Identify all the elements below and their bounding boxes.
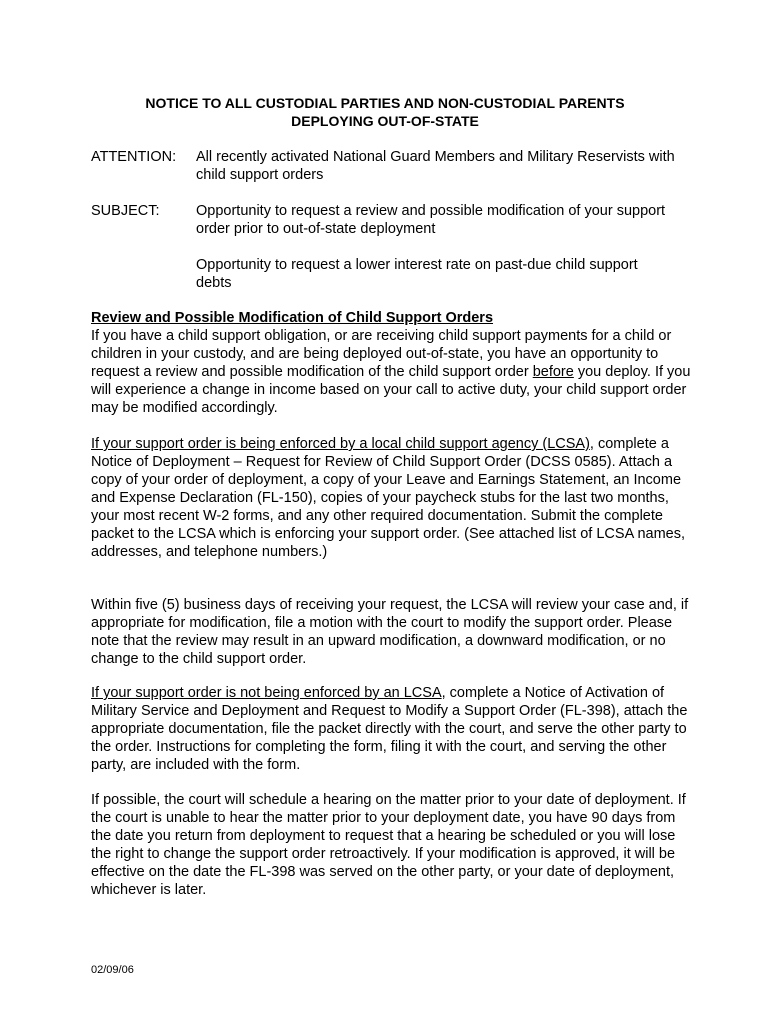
paragraph-3: Within five (5) business days of receiving your request, the LCSA will review your case and, if appropriate for modification, file a motion with the court to modify the support order. Please note that the review may result in an upward modification, a downward modification, or no change to the child support order. — [91, 597, 689, 667]
paragraph-2-text: , complete a Notice of Deployment – Request for Review of Child Support Order (DCSS 0585). Attach a copy of your order of deployment, a copy of your Leave and Earnings Statement, an Income and Expense Declaration (FL-150), copies of your paycheck stubs for the last two months, your most recent W-2 forms, and any other required documentation. Submit the complete packet to the LCSA which is enforcing your support order. (See attached list of LCSA names, addresses, and telephone numbers.) — [91, 436, 686, 560]
title-line-2: DEPLOYING OUT-OF-STATE — [291, 113, 479, 129]
subject-text-2: Opportunity to request a lower interest rate on past-due child support debts — [196, 257, 638, 291]
title-line-1: NOTICE TO ALL CUSTODIAL PARTIES AND NON-CUSTODIAL PARENTS — [145, 95, 625, 111]
paragraph-1-before: before — [532, 364, 574, 380]
footer-date: 02/09/06 — [91, 964, 134, 976]
paragraph-1-text-b: you deploy. If you will experience a change in income based on your call to active duty, your child support order may be modified accordingly. — [91, 364, 691, 416]
paragraph-1-text-a: If you have a child support obligation, or are receiving child support payments for a child or children in your custody, and are being deployed out-of-state, you have an opportunity to request a review and possible modification of the child support order — [91, 328, 672, 380]
section-heading: Review and Possible Modification of Child Support Orders — [91, 310, 494, 326]
paragraph-4-condition: If your support order is not being enforced by an LCSA — [91, 685, 442, 701]
paragraph-4-text: , complete a Notice of Activation of Military Service and Deployment and Request to Modify a Support Order (FL-398), attach the appropriate documentation, file the packet directly with the court, and serve the other party to the order. Instructions for completing the form, filing it with the court, and serving the other party, are included with the form. — [91, 685, 688, 773]
paragraph-2-condition: If your support order is being enforced by a local child support agency (LCSA) — [91, 436, 590, 452]
paragraph-2 — [91, 435, 691, 561]
paragraph-5: If possible, the court will schedule a hearing on the matter prior to your date of deployment. If the court is unable to hear the matter prior to your deployment date, you have 90 days from the date you return from deployment to request that a hearing be scheduled or you will lose the right to change the support order retroactively. If your modification is approved, it will be effective on the date the FL-398 was served on the other party, or your date of deployment, whichever is later. — [91, 792, 686, 898]
subject-label: SUBJECT: — [91, 203, 160, 219]
attention-text: All recently activated National Guard Members and Military Reservists with child support orders — [196, 149, 675, 183]
attention-label: ATTENTION: — [91, 149, 177, 165]
subject-text-1: Opportunity to request a review and possible modification of your support order prior to out-of-state deployment — [196, 203, 666, 237]
paragraph-4 — [91, 684, 691, 774]
paragraph-1 — [91, 327, 691, 417]
